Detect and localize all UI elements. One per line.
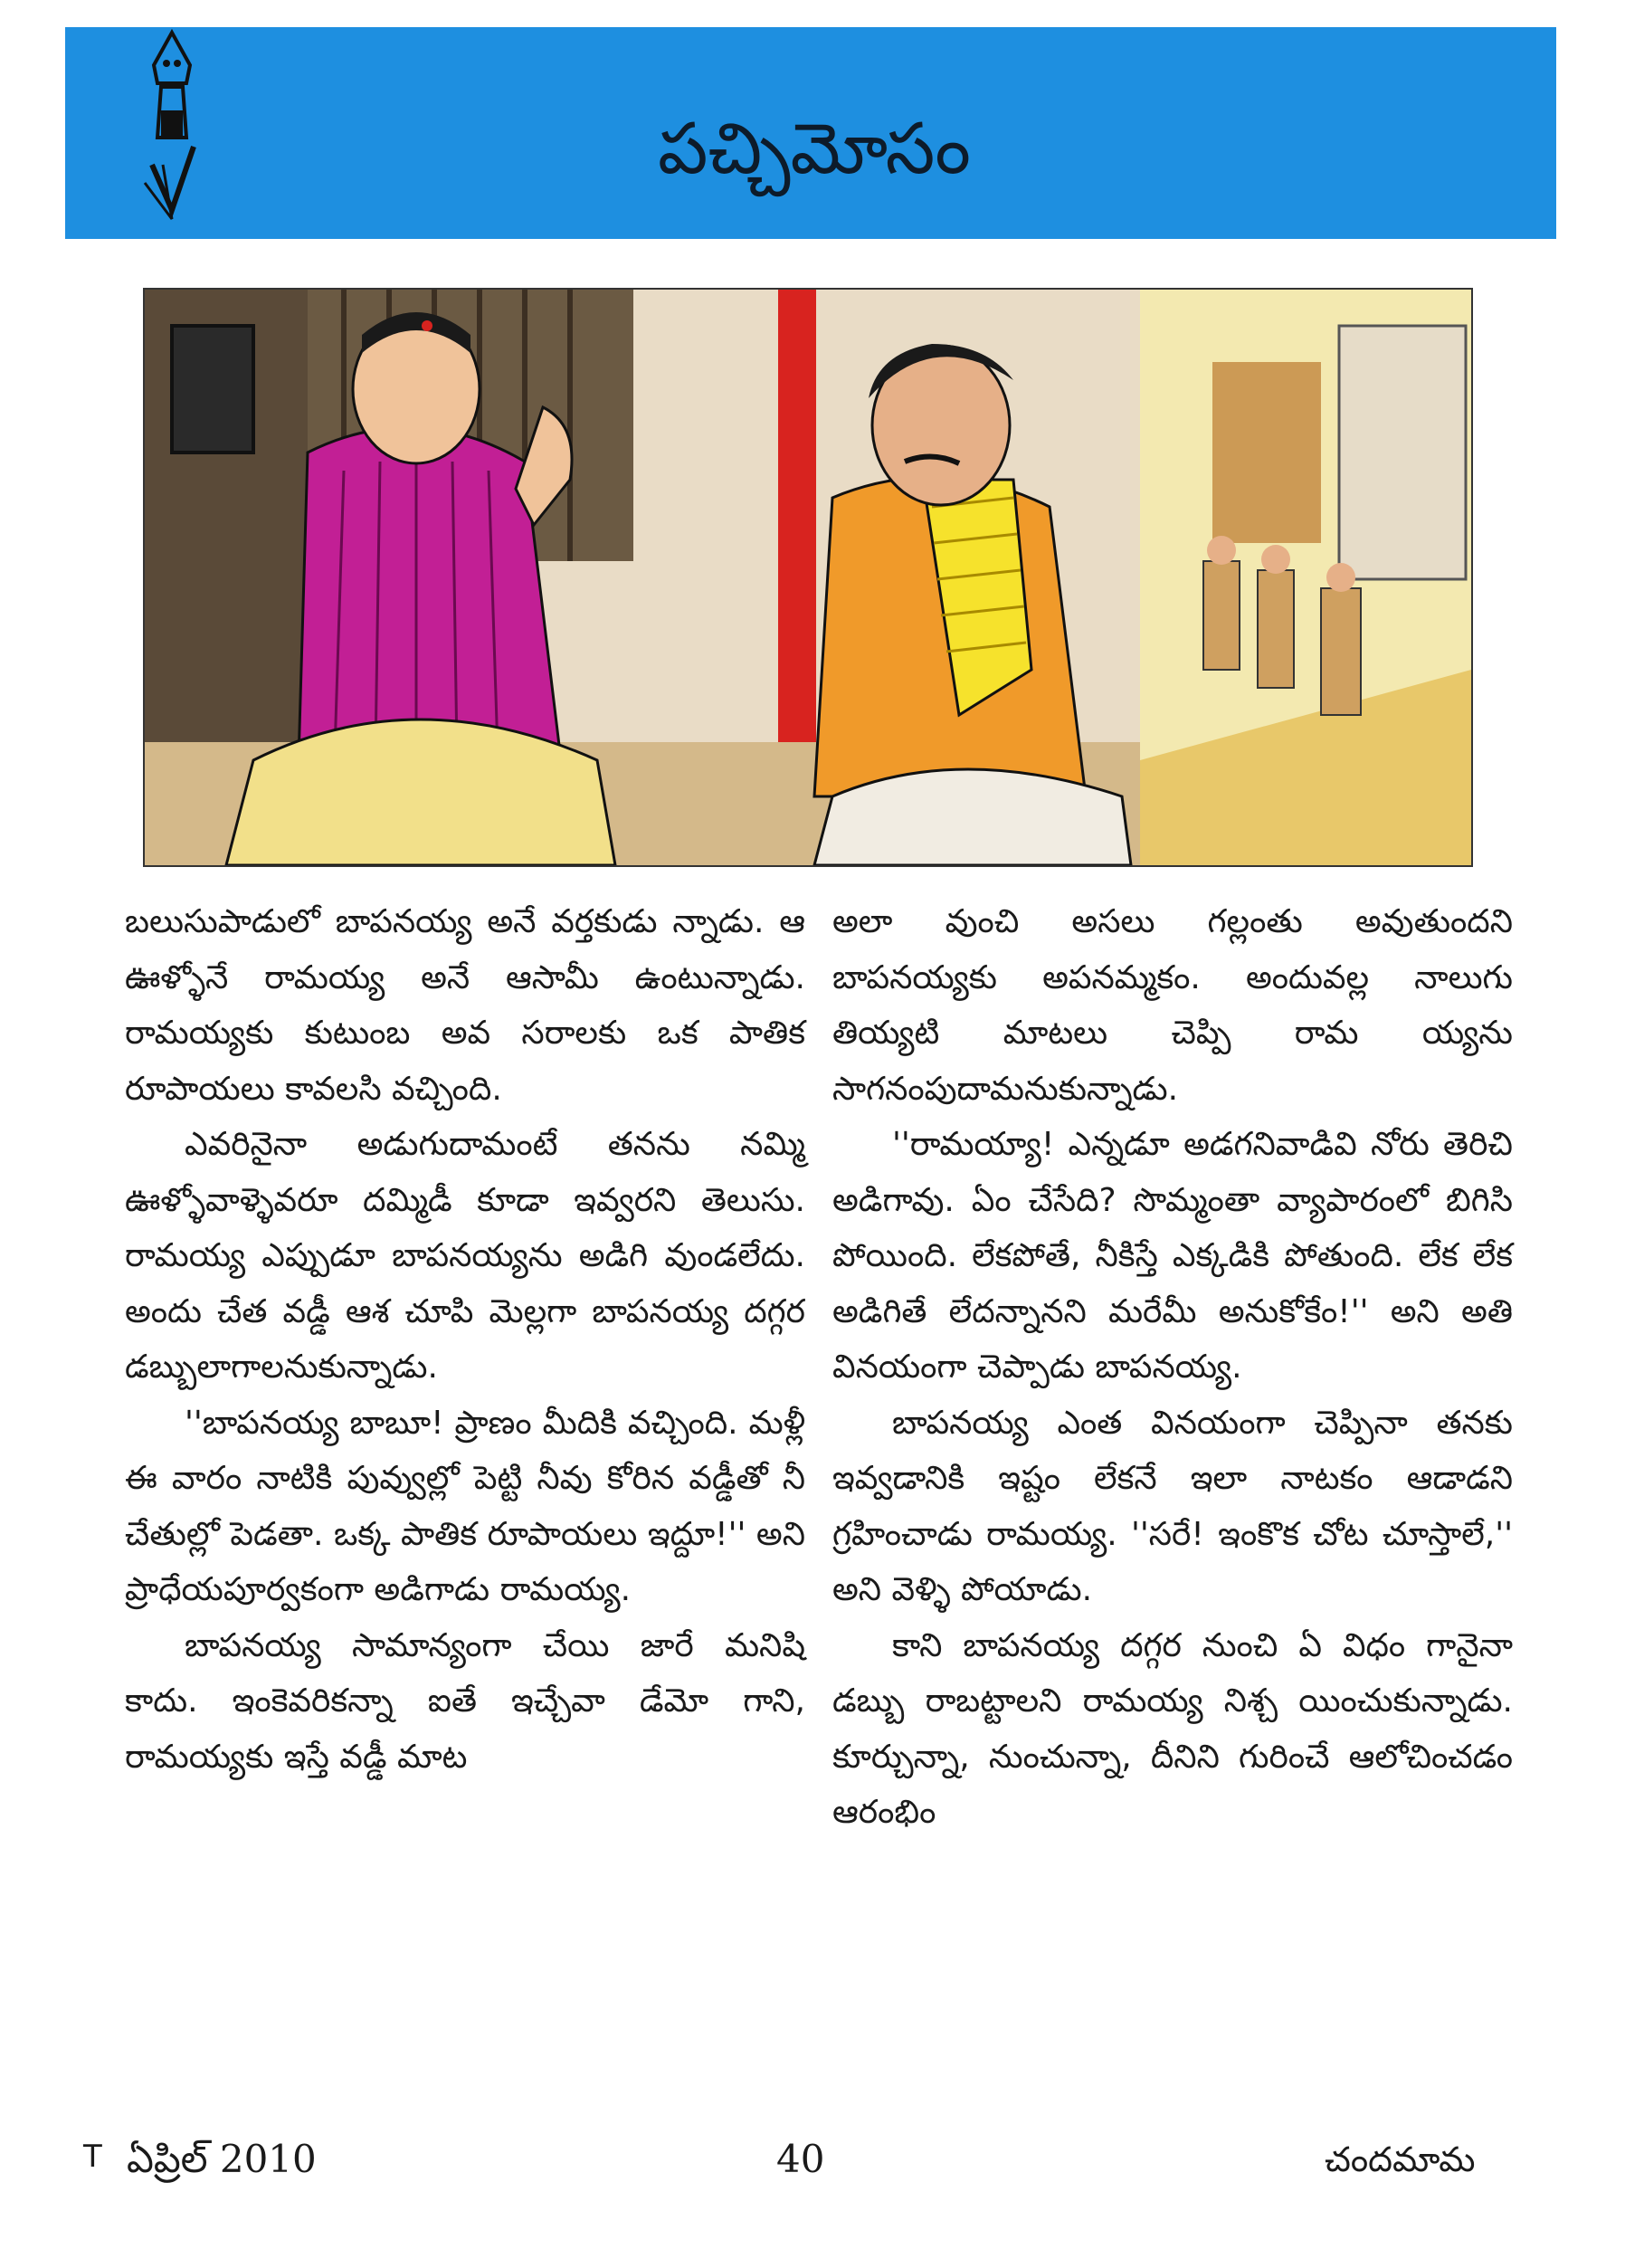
paragraph: ఎవరినైనా అడుగుదామంటే తనను నమ్మి ఊళ్ళోవాళ్ళెవరూ దమ్మిడీ కూడా ఇవ్వరని తెలుసు. రామయ్య ఎప్పుడూ బాపనయ్యను అడిగి వుండలేదు. అందు చేత వడ్డీ ఆశ చూపి మెల్లగా బాపనయ్య దగ్గర డబ్బులాగాలనుకున్నాడు.	[125, 1126, 805, 1386]
magazine-name: చందమామ	[1325, 2139, 1476, 2179]
story-illustration	[143, 288, 1473, 867]
paragraph: బాపనయ్య ఎంత వినయంగా చెప్పినా తనకు ఇవ్వడానికి ఇష్టం లేకనే ఇలా నాటకం ఆడాడని గ్రహించాడు రామయ్య. ''సరే! ఇంకొక చోట చూస్తాలే,'' అని వెళ్ళి పోయాడు.	[832, 1404, 1513, 1608]
paragraph: బాపనయ్య సామాన్యంగా చేయి జారే మనిషి కాదు. ఇంకెవరికన్నా ఐతే ఇచ్చేవా డేమో గాని, రామయ్యకు ఇస్తే వడ్డీ మాట	[125, 1626, 805, 1776]
pen-nib-logo-icon	[127, 29, 217, 246]
paragraph: ''బాపనయ్య బాబూ! ప్రాణం మీదికి వచ్చింది. మళ్లీ ఈ వారం నాటికి పువ్వుల్లో పెట్టి నీవు కోరిన వడ్డీతో నీ చేతుల్లో పెడతా. ఒక్క పాతిక రూపాయలు ఇద్దూ!'' అని ప్రాధేయపూర్వకంగా అడిగాడు రామయ్య.	[125, 1404, 805, 1608]
paragraph: కాని బాపనయ్య దగ్గర నుంచి ఏ విధం గానైనా డబ్బు రాబట్టాలని రామయ్య నిశ్చ యించుకున్నాడు. కూర్చున్నా, నుంచున్నా, దీనిని గురించే ఆలోచించడం ఆరంభిం	[832, 1626, 1513, 1831]
paragraph: అలా వుంచి అసలు గల్లంతు అవుతుందని బాపనయ్యకు అపనమ్మకం. అందువల్ల నాలుగు తియ్యటి మాటలు చెప్పి రామ య్యను సాగనంపుదామనుకున్నాడు.	[832, 903, 1513, 1108]
page-number: 40	[776, 2137, 825, 2181]
footer-mark: T	[83, 2139, 102, 2175]
paragraph: బలుసుపాడులో బాపనయ్య అనే వర్తకుడు న్నాడు. ఆ ఊళ్ళోనే రామయ్య అనే ఆసామీ ఉంటున్నాడు. రామయ్యకు కుటుంబ అవ సరాలకు ఒక పాతిక రూపాయలు కావలసి వచ్చింది.	[125, 903, 805, 1108]
paragraph: ''రామయ్యా! ఎన్నడూ అడగనివాడివి నోరు తెరిచి అడిగావు. ఏం చేసేది? సొమ్మంతా వ్యాపారంలో బిగిసి పోయింది. లేకపోతే, నీకిస్తే ఎక్కడికి పోతుంది. లేక లేక అడిగితే లేదన్నానని మరేమీ అనుకోకేం!'' అని అతి వినయంగా చెప్పాడు బాపనయ్య.	[832, 1126, 1513, 1386]
story-column-left	[125, 894, 805, 1785]
issue-date: ఏప్రిల్ 2010	[127, 2137, 317, 2181]
page-title: పచ్చిమోసం	[658, 109, 971, 190]
story-column-right	[832, 894, 1513, 1841]
illustration-drawing	[145, 290, 1471, 865]
